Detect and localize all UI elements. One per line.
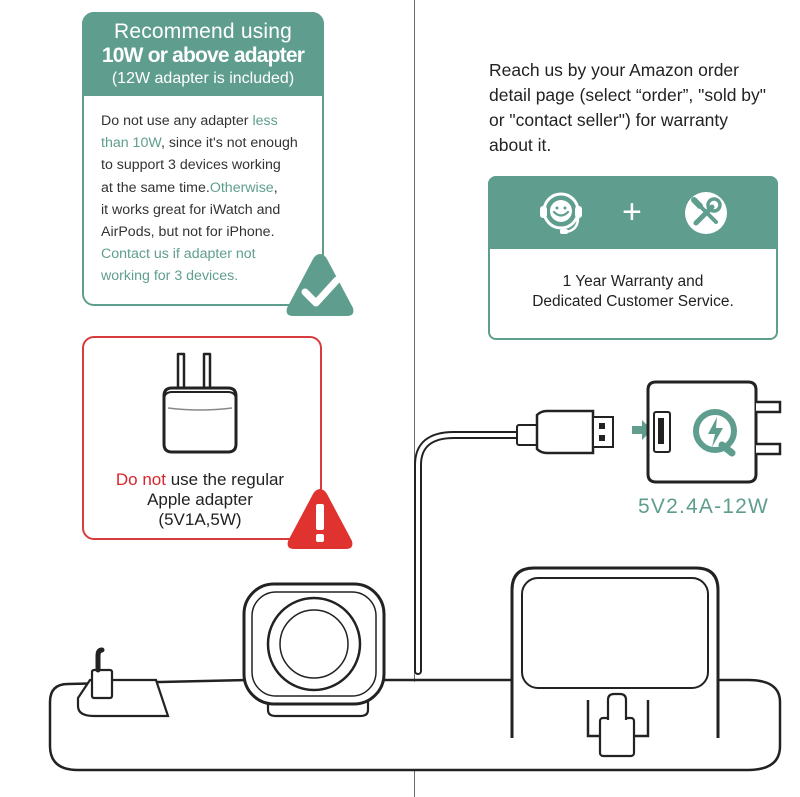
rec-text-accent: than 10W (101, 135, 161, 152)
contact-line1: Reach us by your Amazon order (489, 60, 739, 80)
warranty-card-header (488, 176, 778, 249)
check-icon (283, 250, 357, 320)
plus-sign: + (622, 193, 642, 231)
usb-plug-icon (515, 405, 615, 457)
warning-line1: use the regular (165, 470, 285, 489)
apple-adapter-icon (150, 348, 250, 460)
rec-text: it works great for iWatch and (101, 201, 281, 218)
rec-text: AirPods, but not for iPhone. (101, 224, 275, 241)
charging-stand-base (48, 560, 784, 797)
warning-line2: Apple adapter (147, 490, 253, 509)
warning-red-text: Do not (115, 470, 166, 489)
warranty-line2: Dedicated Customer Service. (532, 293, 734, 310)
warning-icon (285, 486, 355, 552)
contact-line2: detail page (select “order”, "sold by" (489, 85, 767, 105)
rec-text-accent: Otherwise (209, 179, 274, 196)
rec-text: , since it's not enough (160, 135, 298, 152)
rec-text: to support 3 devices working (101, 157, 281, 174)
rec-text-accent: Contact us if adapter not (101, 246, 256, 263)
contact-line3: or "contact seller") for warranty (489, 110, 729, 130)
tools-icon (683, 190, 729, 236)
recommend-title-line3: (12W adapter is included) (111, 70, 295, 87)
customer-service-icon (536, 190, 586, 236)
adapter-spec-label: 5V2.4A-12W (638, 495, 770, 518)
warranty-line1: 1 Year Warranty and (562, 273, 704, 290)
rec-text-accent: less (252, 113, 278, 129)
contact-line4: about it. (489, 135, 552, 155)
recommend-card-header (82, 12, 324, 96)
recommend-body-text (101, 110, 311, 288)
recommend-title-line2: 10W or above adapter (101, 44, 305, 67)
rec-text: Do not use any adapter (101, 113, 253, 129)
rec-text-accent: working for 3 devices. (101, 268, 239, 285)
rec-text: at the same time. (101, 179, 210, 196)
rec-text: , (273, 179, 278, 196)
quick-charge-icon (690, 407, 740, 457)
warning-line3: (5V1A,5W) (158, 510, 242, 529)
contact-instructions (489, 58, 789, 158)
recommend-title-line1: Recommend using (113, 20, 293, 43)
warranty-text (490, 272, 776, 312)
warning-text (90, 470, 310, 530)
